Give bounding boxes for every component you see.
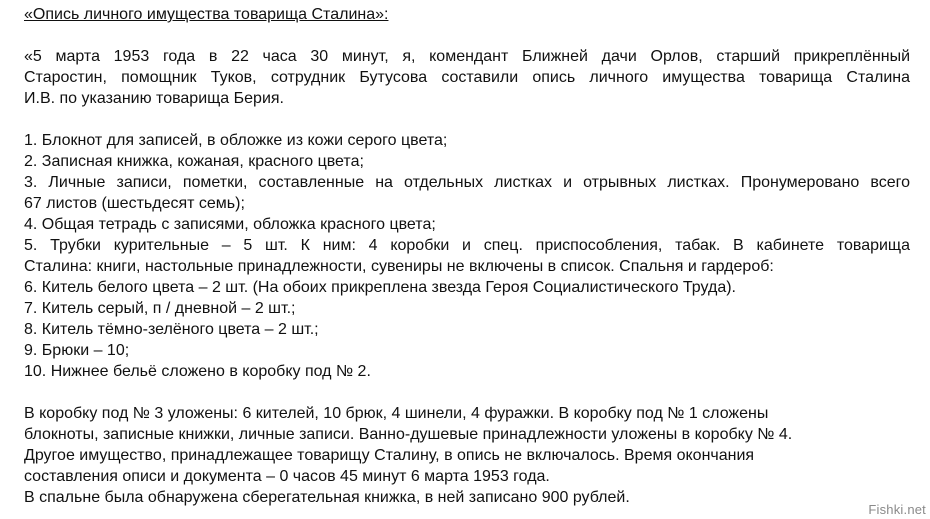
document-title: «Опись личного имущества товарища Сталина»:	[24, 6, 389, 23]
spacer	[24, 25, 910, 46]
list-item: 10. Нижнее бельё сложено в коробку под № 2.	[24, 363, 371, 380]
closing-paragraph	[24, 403, 910, 508]
list-item: 9. Брюки – 10;	[24, 342, 130, 359]
closing-line: Другое имущество, принадлежащее товарищу Сталину, в опись не включалось. Время окончания	[24, 447, 755, 464]
intro-line: И.В. по указанию товарища Берия.	[24, 90, 284, 107]
closing-line: блокноты, записные книжки, личные записи. Ванно-душевые принадлежности уложены в коробку № 4.	[24, 426, 793, 443]
list-item: 1. Блокнот для записей, в обложке из кожи серого цвета;	[24, 132, 448, 149]
document-body	[24, 4, 910, 508]
list-item: 7. Китель серый, п / дневной – 2 шт.;	[24, 300, 296, 317]
list-item: 5. Трубки курительные – 5 шт. К ним: 4 коробки и спец. приспособления, табак. В кабинете товарища	[24, 237, 910, 254]
list-item: 67 листов (шестьдесят семь);	[24, 195, 245, 212]
spacer	[24, 382, 910, 403]
spacer	[24, 109, 910, 130]
list-item: 8. Китель тёмно-зелёного цвета – 2 шт.;	[24, 321, 319, 338]
intro-line: «5 марта 1953 года в 22 часа 30 минут, я, комендант Ближней дачи Орлов, старший прикреплённый	[24, 48, 910, 65]
list-item: 2. Записная книжка, кожаная, красного цвета;	[24, 153, 364, 170]
list-item: 4. Общая тетрадь с записями, обложка красного цвета;	[24, 216, 436, 233]
closing-line: В коробку под № 3 уложены: 6 кителей, 10 брюк, 4 шинели, 4 фуражки. В коробку под № 1 сложены	[24, 405, 769, 422]
list-item: Сталина: книги, настольные принадлежности, сувениры не включены в список. Спальня и гардероб:	[24, 258, 774, 275]
closing-line: В спальне была обнаружена сберегательная книжка, в ней записано 900 рублей.	[24, 489, 630, 506]
inventory-list	[24, 130, 910, 382]
watermark-logo: Fishki.net	[868, 502, 926, 517]
intro-line: Старостин, помощник Туков, сотрудник Бутусова составили опись личного имущества товарища Сталина	[24, 69, 910, 86]
closing-line: составления описи и документа – 0 часов 45 минут 6 марта 1953 года.	[24, 468, 550, 485]
intro-paragraph	[24, 46, 910, 109]
list-item: 6. Китель белого цвета – 2 шт. (На обоих прикреплена звезда Героя Социалистического Труда).	[24, 279, 736, 296]
list-item: 3. Личные записи, пометки, составленные на отдельных листках и отрывных листках. Пронумеровано всего	[24, 174, 910, 191]
